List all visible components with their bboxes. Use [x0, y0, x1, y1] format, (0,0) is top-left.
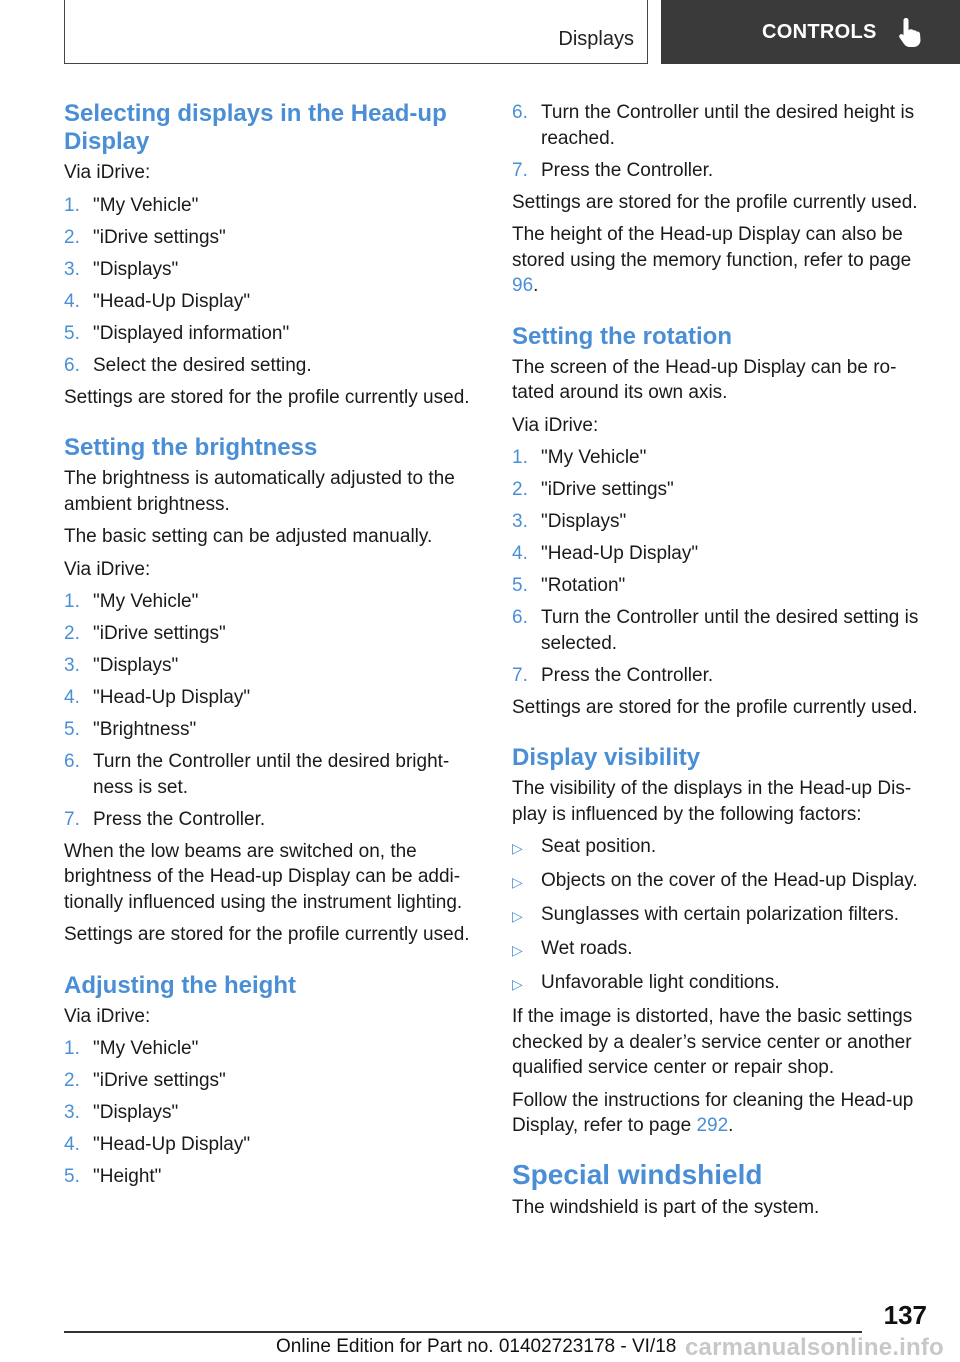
- list-item: [64, 193, 479, 219]
- heading-adjusting-height: Adjusting the height: [64, 971, 296, 999]
- list-item: [512, 509, 927, 535]
- heading-special-windshield: Special windshield: [512, 1158, 763, 1190]
- list-item: [64, 257, 479, 283]
- paragraph: The windshield is part of the system.: [512, 1196, 820, 1218]
- paragraph: When the low beams are switched on, the brightness of the Head-up Display can be addi‐tionally influenced using the instrument lighting.: [64, 840, 463, 913]
- step-number: 7.: [512, 159, 528, 181]
- list-item: [64, 685, 479, 711]
- step-number: 4.: [64, 1134, 80, 1155]
- step-number: 3.: [512, 511, 528, 532]
- steps-selecting-displays: [64, 193, 479, 379]
- paragraph: The brightness is automatically adjusted to the ambient brightness.: [64, 468, 455, 515]
- step-text: Select the desired setting.: [93, 354, 312, 376]
- pointing-hand-icon: [897, 16, 923, 48]
- step-text: "iDrive settings": [93, 1070, 226, 1091]
- step-number: 3.: [64, 258, 80, 280]
- list-item: [512, 663, 927, 689]
- step-text: "iDrive settings": [93, 623, 226, 644]
- triangle-bullet-icon: ▷: [512, 874, 523, 890]
- triangle-bullet-icon: ▷: [512, 976, 523, 992]
- visibility-factors-list: [512, 834, 927, 998]
- step-number: 5.: [64, 322, 80, 344]
- triangle-bullet-icon: ▷: [512, 908, 523, 924]
- list-item: [64, 1100, 479, 1126]
- step-number: 5.: [64, 1166, 80, 1187]
- heading-setting-brightness: Setting the brightness: [64, 434, 318, 461]
- steps-setting-brightness: [64, 589, 479, 832]
- via-idrive-text: Via iDrive:: [512, 414, 599, 436]
- paragraph: The basic setting can be adjusted manually.: [64, 526, 433, 547]
- steps-adjusting-height: [64, 1036, 479, 1190]
- list-item: [512, 970, 927, 998]
- triangle-bullet-icon: ▷: [512, 840, 523, 856]
- step-number: 6.: [64, 354, 80, 376]
- bullet-text: Sunglasses with certain polarization filters.: [541, 904, 900, 925]
- footer-divider: [64, 1331, 862, 1333]
- page-number: 137: [883, 1300, 927, 1330]
- step-text: "Displays": [93, 258, 179, 280]
- list-item: [64, 807, 479, 833]
- via-idrive-text: Via iDrive:: [64, 558, 151, 580]
- list-item: [64, 225, 479, 251]
- step-number: 1.: [64, 591, 80, 612]
- edition-footer: Online Edition for Part no. 01402723178 - VI/18: [276, 1336, 677, 1357]
- list-item: [64, 321, 479, 347]
- step-number: 3.: [64, 655, 80, 676]
- list-item: [512, 477, 927, 503]
- cleaning-text: Follow the instructions for cleaning the Head-up Display, refer to page: [512, 1089, 914, 1136]
- step-number: 5.: [512, 575, 528, 596]
- step-number: 2.: [512, 479, 528, 500]
- step-text: "Head-Up Display": [93, 687, 251, 708]
- step-text: "My Vehicle": [93, 194, 199, 216]
- step-text: Press the Controller.: [541, 664, 714, 686]
- list-item: [64, 1132, 479, 1158]
- chapter-tab: [661, 0, 960, 64]
- chapter-title: CONTROLS: [762, 20, 877, 43]
- list-item: [64, 1068, 479, 1094]
- list-item: [512, 541, 927, 567]
- list-item: [512, 100, 927, 151]
- settings-note: Settings are stored for the profile currently used.: [512, 191, 918, 213]
- step-text: "My Vehicle": [93, 1038, 199, 1059]
- list-item: [512, 936, 927, 964]
- steps-setting-rotation: [512, 445, 927, 688]
- bullet-text: Unfavorable light conditions.: [541, 972, 780, 993]
- step-number: 4.: [512, 543, 528, 564]
- step-text: "Displays": [541, 511, 627, 532]
- step-number: 1.: [64, 1038, 80, 1059]
- section-title: Displays: [558, 28, 634, 50]
- list-item: [512, 573, 927, 599]
- page-link-96[interactable]: 96: [512, 275, 534, 296]
- step-text: "Head-Up Display": [93, 290, 251, 312]
- step-text: Press the Controller.: [93, 808, 266, 830]
- step-text: "Brightness": [93, 719, 197, 740]
- step-text: Press the Controller.: [541, 159, 714, 181]
- list-item: [512, 445, 927, 471]
- list-item: [64, 1036, 479, 1062]
- step-number: 1.: [64, 194, 80, 216]
- left-column: [64, 100, 479, 1196]
- list-item: [64, 749, 479, 800]
- list-item: [512, 902, 927, 930]
- page-header: [0, 0, 960, 66]
- cleaning-period: .: [728, 1115, 734, 1136]
- step-text: "Rotation": [541, 575, 626, 596]
- list-item: [512, 158, 927, 184]
- step-text: "My Vehicle": [93, 591, 199, 612]
- list-item: [512, 834, 927, 862]
- paragraph: If the image is distorted, have the basic settings checked by a dealer’s service center or another qualified service center or repair shop.: [512, 1006, 913, 1078]
- step-text: Turn the Controller until the desired height is reached.: [541, 102, 915, 149]
- step-number: 2.: [64, 1070, 80, 1091]
- list-item: [512, 868, 927, 896]
- right-column: [512, 100, 927, 1227]
- watermark: carmanualsonline.info: [685, 1334, 944, 1361]
- heading-display-visibility: Display visibility: [512, 744, 701, 771]
- step-text: "My Vehicle": [541, 447, 647, 468]
- heading-selecting-displays: Selecting displays in the Head-up Display: [64, 100, 447, 155]
- step-number: 6.: [512, 607, 528, 628]
- step-number: 7.: [64, 808, 80, 830]
- via-idrive-text: Via iDrive:: [64, 162, 151, 183]
- step-text: "Displays": [93, 655, 179, 676]
- step-text: Turn the Controller until the desired bright‐ness is set.: [93, 751, 450, 798]
- settings-note: Settings are stored for the profile currently used.: [512, 696, 918, 718]
- triangle-bullet-icon: ▷: [512, 942, 523, 958]
- step-number: 4.: [64, 290, 80, 312]
- list-item: [64, 1164, 479, 1190]
- step-number: 7.: [512, 664, 528, 686]
- step-text: "Head-Up Display": [93, 1134, 251, 1155]
- paragraph: The screen of the Head-up Display can be ro‐tated around its own axis.: [512, 356, 897, 403]
- list-item: [64, 353, 479, 379]
- bullet-text: Objects on the cover of the Head-up Display.: [541, 870, 918, 891]
- cleaning-paragraph: [512, 1088, 927, 1139]
- via-idrive-text: Via iDrive:: [64, 1005, 151, 1027]
- list-item: [64, 717, 479, 743]
- list-item: [64, 589, 479, 615]
- step-text: Turn the Controller until the desired setting is selected.: [541, 607, 919, 654]
- list-item: [64, 289, 479, 315]
- step-text: "Height": [93, 1166, 162, 1187]
- paragraph: The visibility of the displays in the Head-up Dis‐play is influenced by the following factors:: [512, 778, 912, 825]
- step-number: 6.: [512, 102, 528, 123]
- step-number: 5.: [64, 719, 80, 740]
- memory-text: The height of the Head-up Display can also be stored using the memory function, refer to page: [512, 224, 912, 271]
- step-number: 2.: [64, 226, 80, 248]
- memory-function-paragraph: [512, 222, 927, 299]
- steps-adjusting-height-continued: [512, 100, 927, 183]
- bullet-text: Wet roads.: [541, 938, 633, 959]
- page-link-292[interactable]: 292: [696, 1115, 729, 1136]
- step-text: "Head-Up Display": [541, 543, 699, 564]
- step-text: "iDrive settings": [93, 226, 226, 248]
- step-text: "Displayed information": [93, 322, 290, 344]
- bullet-text: Seat position.: [541, 836, 657, 857]
- heading-setting-rotation: Setting the rotation: [512, 322, 732, 350]
- step-number: 3.: [64, 1102, 80, 1123]
- list-item: [64, 621, 479, 647]
- step-number: 4.: [64, 687, 80, 708]
- memory-period: .: [533, 275, 539, 296]
- list-item: [512, 605, 927, 656]
- step-number: 1.: [512, 447, 528, 468]
- settings-note: Settings are stored for the profile currently used.: [64, 386, 470, 408]
- step-text: "iDrive settings": [541, 479, 674, 500]
- settings-note: Settings are stored for the profile currently used.: [64, 924, 470, 945]
- list-item: [64, 653, 479, 679]
- step-number: 2.: [64, 623, 80, 644]
- step-number: 6.: [64, 751, 80, 772]
- step-text: "Displays": [93, 1102, 179, 1123]
